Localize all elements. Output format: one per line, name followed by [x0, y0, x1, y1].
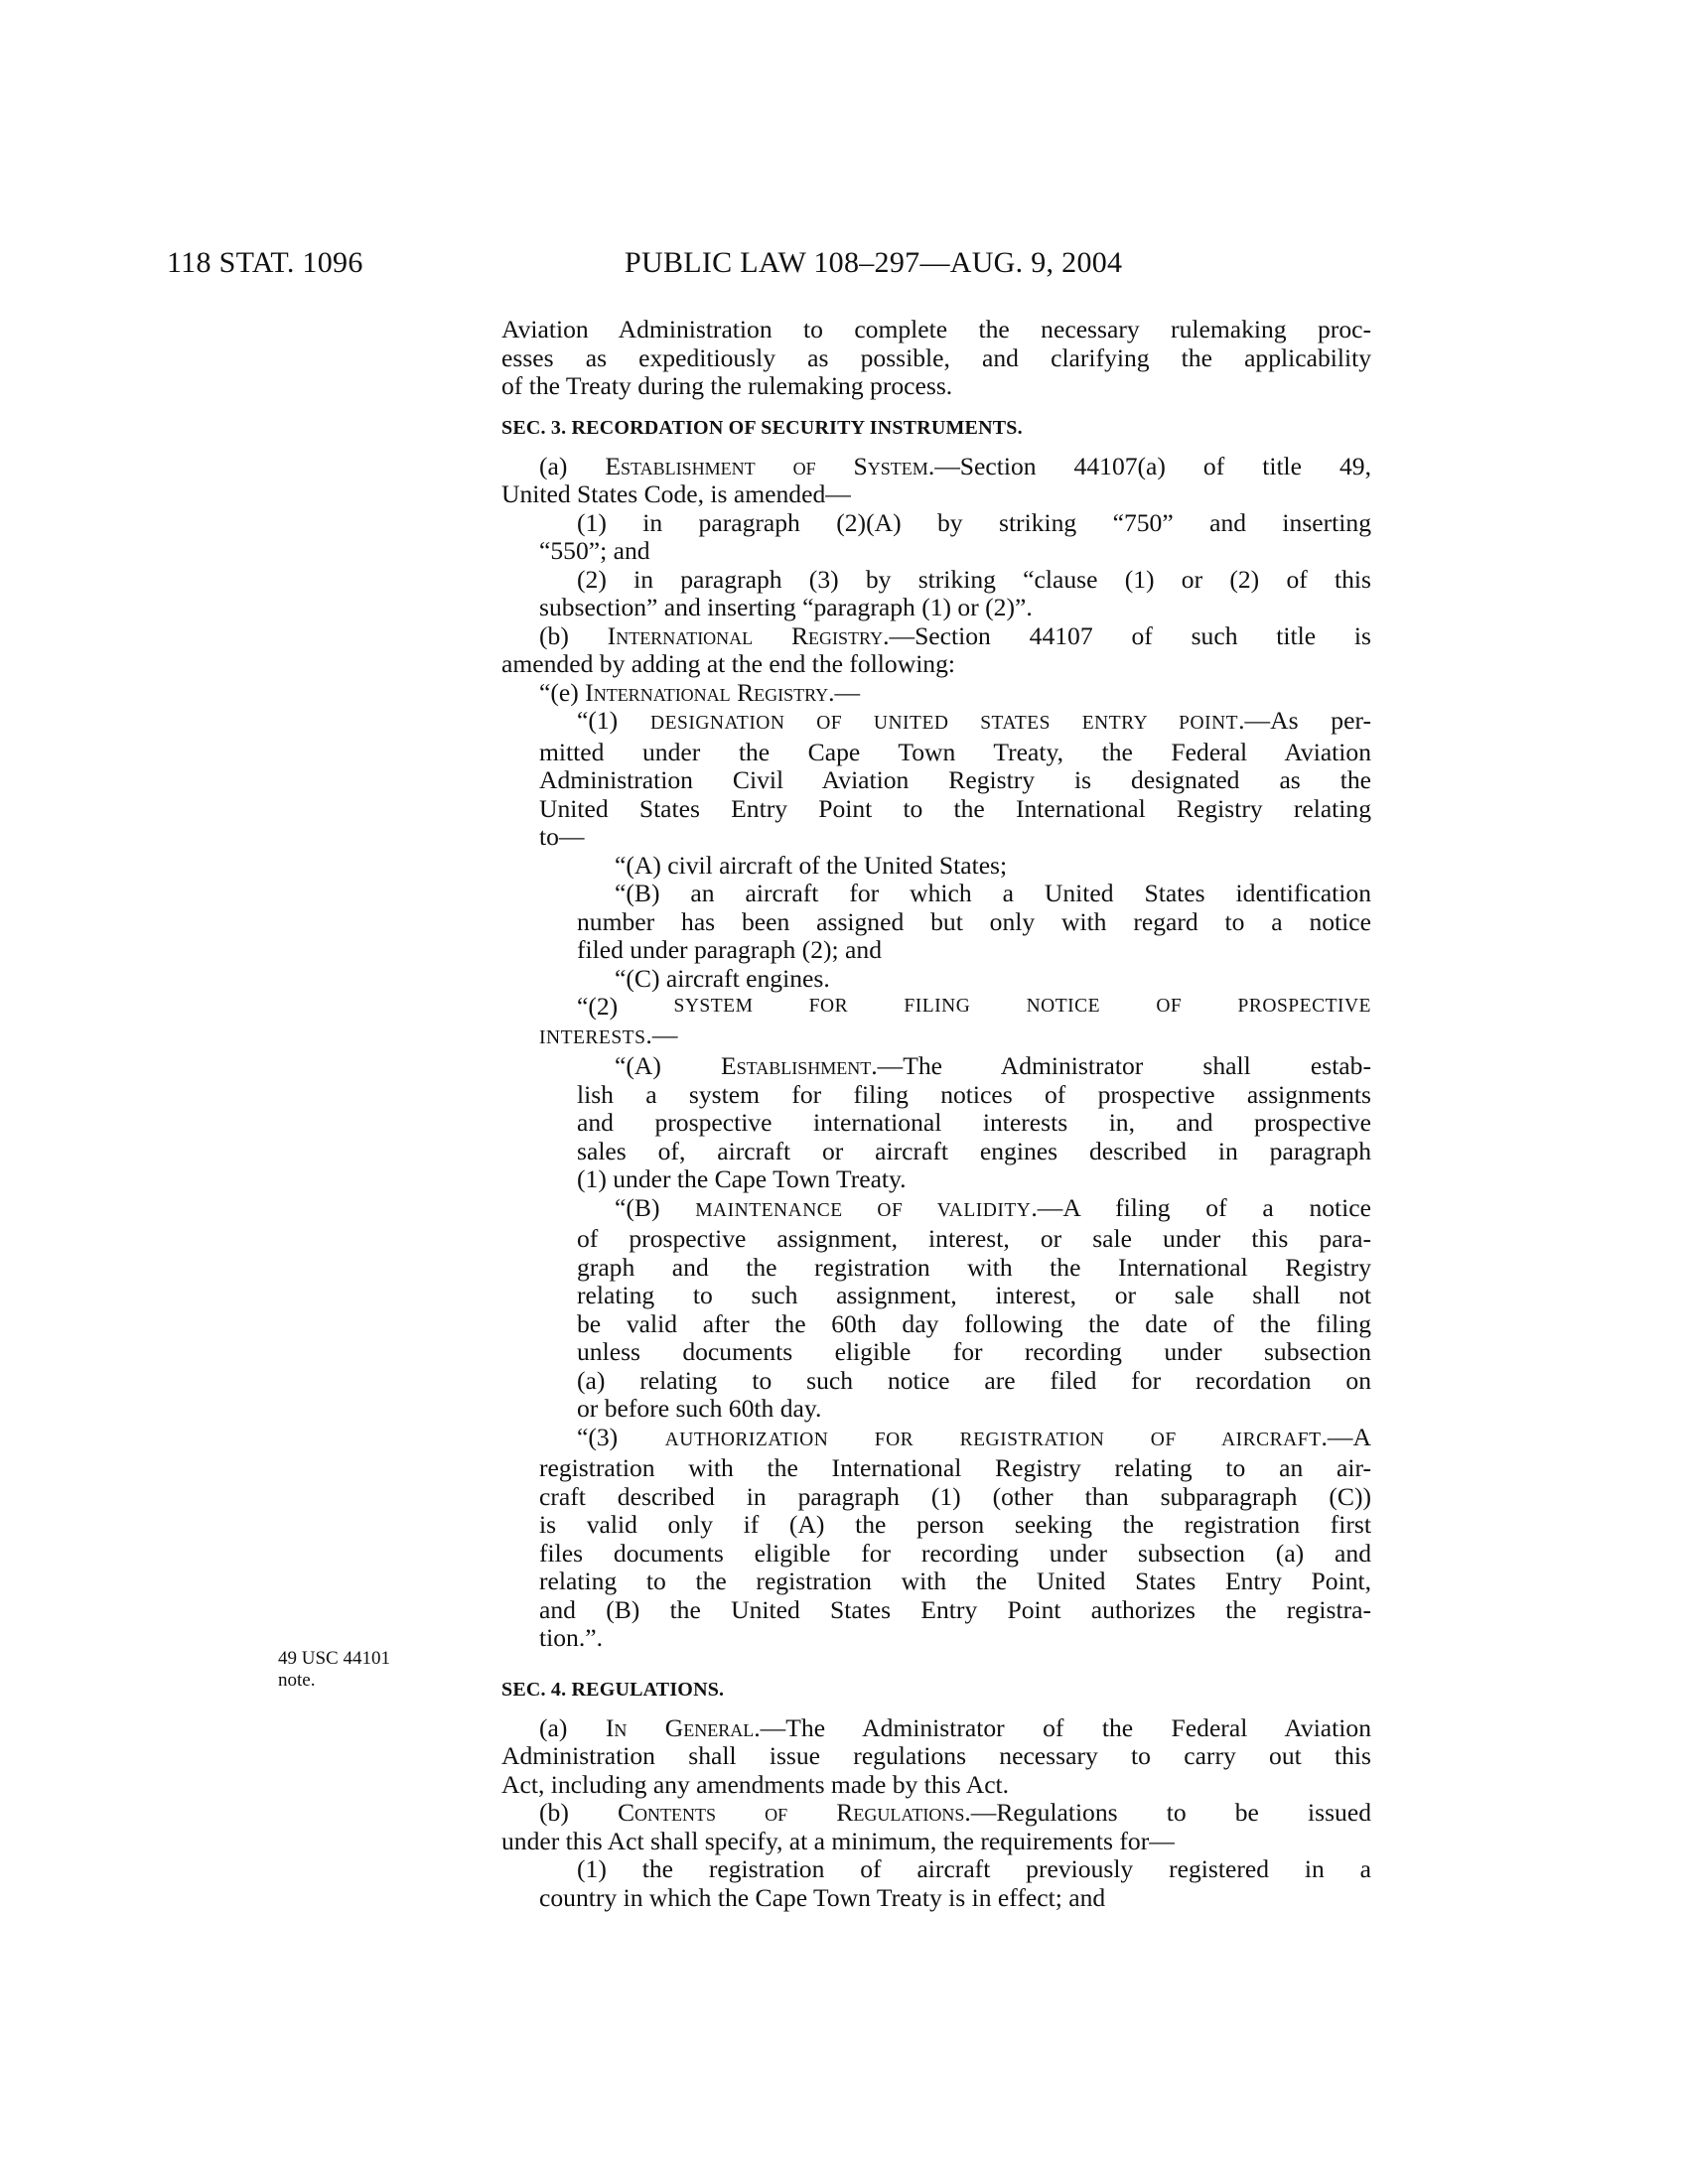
intro-paragraph [501, 316, 1371, 401]
text-line: “(B) MAINTENANCE OF VALIDITY.—A filing of a notice [615, 1192, 1371, 1222]
text-line: lish a system for filing notices of prospective assignments [577, 1079, 1371, 1109]
text-line: (2) in paragraph (3) by striking “clause (1) or (2) of this [577, 564, 1371, 594]
margin-note [278, 1648, 390, 1692]
subparagraph-2-B [577, 1194, 1371, 1424]
text-line: Administration Civil Aviation Registry is designated as the [539, 765, 1371, 794]
text-line: number has been assigned but only with regard to a notice [577, 906, 1371, 936]
sec4-subsection-b [501, 1799, 1371, 1855]
page-header [0, 246, 1688, 290]
text-line: relating to such assignment, interest, or sale shall not [577, 1281, 1371, 1309]
public-law-title: PUBLIC LAW 108–297—AUG. 9, 2004 [625, 246, 1123, 279]
sec3-paragraph-2 [539, 566, 1371, 622]
text-line: files documents eligible for recording under subsection (a) and [539, 1538, 1371, 1568]
subparagraph-heading: Establishment [721, 1051, 872, 1080]
text-line: “550”; and [539, 536, 650, 565]
statute-page-number: 118 STAT. 1096 [167, 246, 363, 279]
section-4-heading: SEC. 4. REGULATIONS. [501, 1678, 725, 1701]
subsection-heading: In General [605, 1712, 755, 1742]
text-line: and prospective international interests in, and prospective [577, 1108, 1371, 1137]
text-line: (1) in paragraph (2)(A) by striking “750” and inserting [577, 507, 1371, 537]
sec3-subsection-a [501, 453, 1371, 509]
subsection-e-heading: “(e) International Registry.— [539, 677, 861, 707]
text-line: “(1) DESIGNATION OF UNITED STATES ENTRY POINT.—As per- [577, 706, 1371, 735]
text-line: (b) International Registry.—Section 44107 of such title is [539, 620, 1371, 650]
text-line: is valid only if (A) the person seeking the registration first [539, 1510, 1371, 1539]
sec3-subsection-b [501, 622, 1371, 679]
sec4-paragraph-1 [539, 1855, 1371, 1912]
text-line: to— [539, 822, 585, 851]
paragraph-e-3 [539, 1424, 1371, 1653]
text-line: “(3) AUTHORIZATION FOR REGISTRATION OF AIRCRAFT.—A [577, 1422, 1372, 1451]
text-line: under this Act shall specify, at a minimum, the requirements for— [501, 1826, 1175, 1855]
subsection-heading: Contents of Regulations [617, 1798, 965, 1827]
text-line: Aviation Administration to complete the necessary rulemaking proc- [501, 315, 1371, 343]
text-line: country in which the Cape Town Treaty is in effect; and [539, 1882, 1106, 1912]
text-line: Administration shall issue regulations necessary to carry out this [501, 1741, 1371, 1770]
text-line: graph and the registration with the International Registry [577, 1252, 1371, 1282]
text-line: INTERESTS.— [539, 1020, 678, 1049]
text-line: registration with the International Registry relating to an air- [539, 1453, 1371, 1482]
text-line: (a) Establishment of System.—Section 44107(a) of title 49, [539, 451, 1372, 480]
subparagraph-1-A [577, 852, 1371, 881]
paragraph-e-2 [539, 993, 1371, 1052]
main-text-column [501, 316, 1371, 1912]
section-3-heading: SEC. 3. RECORDATION OF SECURITY INSTRUMENTS. [501, 416, 1023, 439]
text-line: “(A) Establishment.—The Administrator shall estab- [615, 1051, 1371, 1080]
text-line: (1) the registration of aircraft previously registered in a [577, 1854, 1371, 1883]
paragraph-heading: AUTHORIZATION FOR REGISTRATION OF AIRCRAFT [664, 1429, 1322, 1450]
subparagraph-1-B [577, 880, 1371, 965]
text-line: Act, including any amendments made by this Act. [501, 1769, 1010, 1799]
subsection-heading: International Registry [607, 620, 884, 650]
text-line: tion.”. [539, 1623, 603, 1652]
paragraph-heading: DESIGNATION OF UNITED STATES ENTRY POINT [649, 713, 1239, 734]
text-line: or before such 60th day. [577, 1394, 822, 1423]
text-line: esses as expeditiously as possible, and clarifying the applicability [501, 342, 1371, 372]
text-line: “(C) aircraft engines. [615, 963, 830, 993]
subparagraph-1-C [577, 965, 1371, 994]
text-line: (a) relating to such notice are filed for recordation on [577, 1365, 1371, 1395]
subparagraph-heading: MAINTENANCE OF VALIDITY [695, 1199, 1032, 1221]
text-line: unless documents eligible for recording under subsection [577, 1337, 1371, 1366]
margin-note-label: note. [278, 1670, 316, 1691]
text-line: sales of, aircraft or aircraft engines described in paragraph [577, 1136, 1371, 1165]
text-line: and (B) the United States Entry Point authorizes the registra- [539, 1594, 1371, 1624]
paragraph-2-heading-line: “(2) SYSTEM FOR FILING NOTICE OF PROSPECTIVE [577, 992, 1371, 1021]
text-line: (b) Contents of Regulations.—Regulations to be issued [539, 1798, 1371, 1827]
text-line: of prospective assignment, interest, or sale under this para- [577, 1224, 1371, 1253]
text-line: be valid after the 60th day following the date of the filing [577, 1308, 1371, 1338]
subsection-heading: Establishment of System [605, 451, 928, 480]
paragraph-e-1 [539, 707, 1371, 852]
text-line: mitted under the Cape Town Treaty, the Federal Aviation [539, 737, 1371, 766]
text-line: of the Treaty during the rulemaking process. [501, 371, 953, 400]
text-line: “(A) civil aircraft of the United States; [615, 850, 1008, 880]
text-line: amended by adding at the end the following: [501, 649, 956, 678]
sec4-subsection-a [501, 1714, 1371, 1800]
text-line: subsection” and inserting “paragraph (1) or (2)”. [539, 593, 1033, 621]
text-line: “(B) an aircraft for which a United States identification [615, 879, 1371, 907]
text-line: (a) In General.—The Administrator of the Federal Aviation [539, 1712, 1371, 1742]
text-line: filed under paragraph (2); and [577, 935, 882, 964]
text-line: United States Entry Point to the International Registry relating [539, 793, 1371, 823]
sec3-paragraph-1 [539, 509, 1371, 566]
text-line: craft described in paragraph (1) (other than subparagraph (C)) [539, 1481, 1371, 1511]
text-line: relating to the registration with the United States Entry Point, [539, 1567, 1371, 1595]
text-line: (1) under the Cape Town Treaty. [577, 1164, 907, 1193]
text-line: United States Code, is amended— [501, 479, 851, 508]
subparagraph-2-A [577, 1052, 1371, 1194]
margin-note-citation: 49 USC 44101 [278, 1648, 390, 1669]
